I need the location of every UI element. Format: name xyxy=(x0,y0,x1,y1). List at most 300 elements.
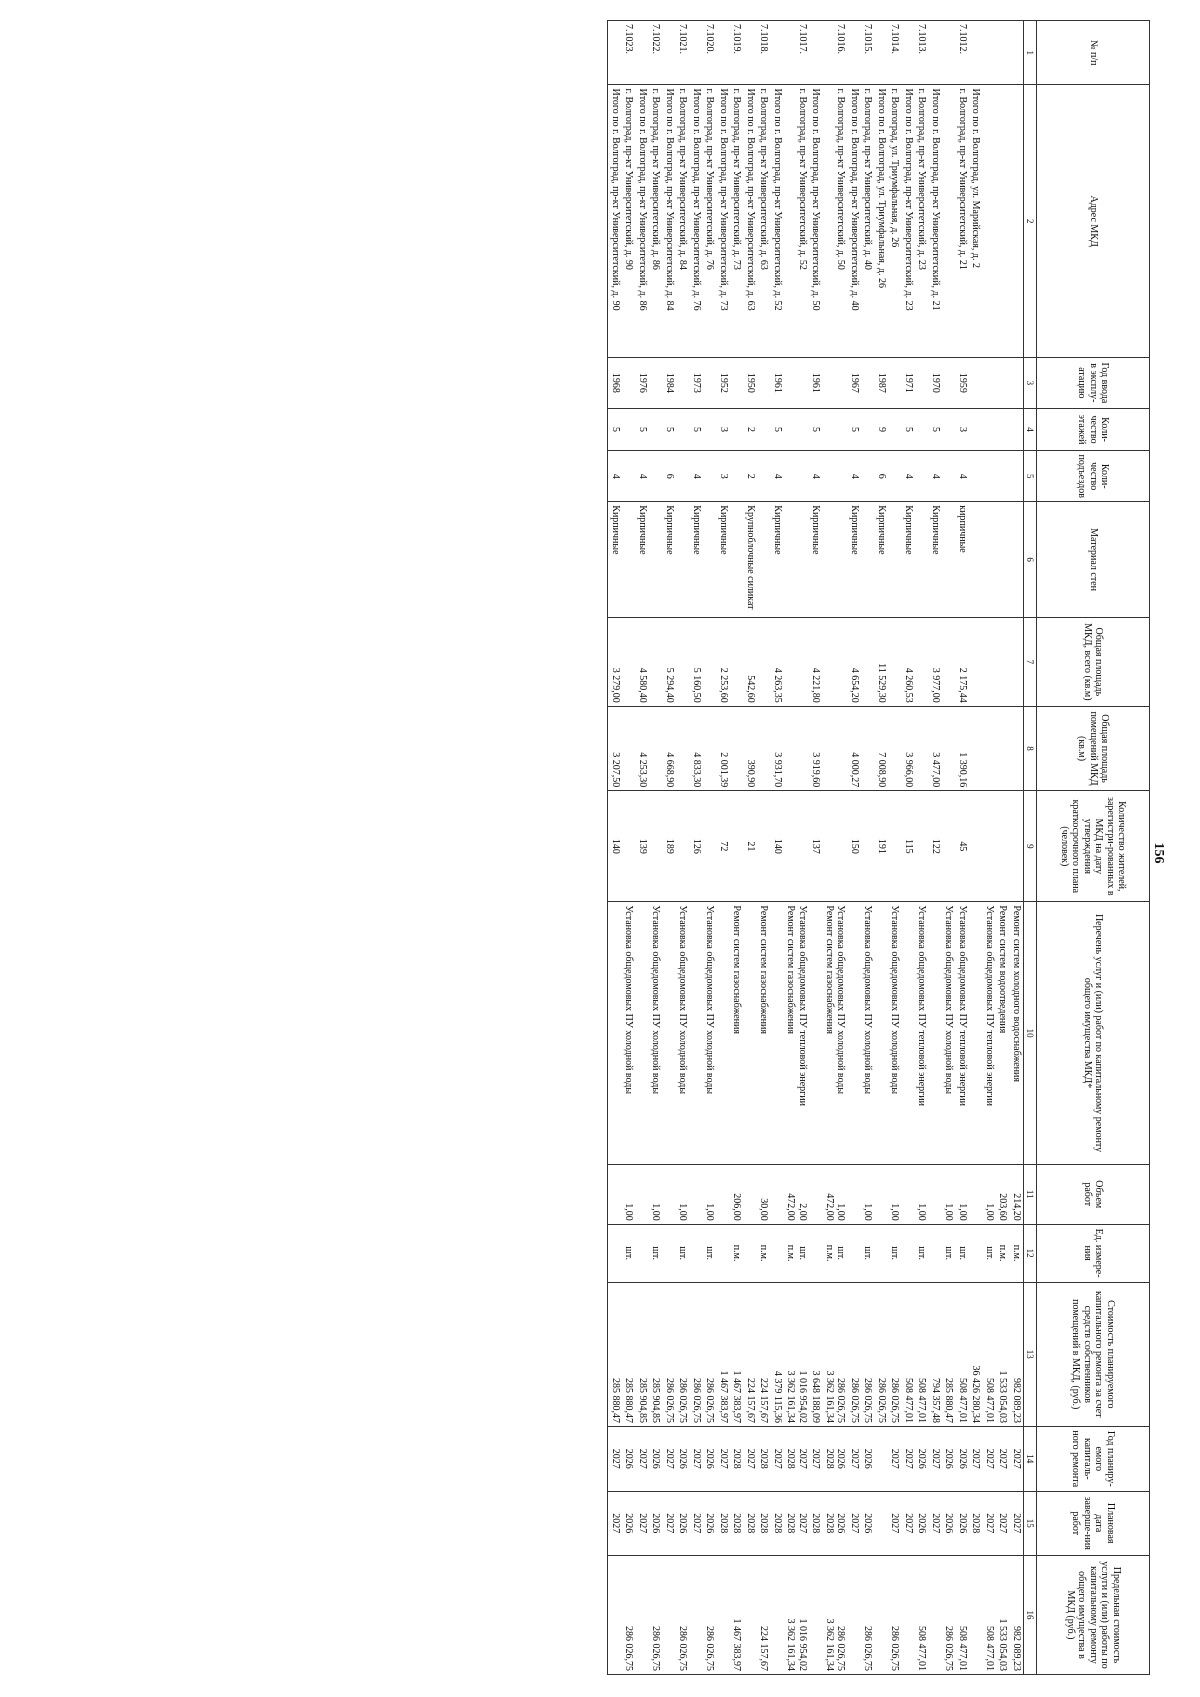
repair-year-cell xyxy=(703,1427,717,1491)
limit-cost-cell xyxy=(771,1555,785,1674)
works-cell xyxy=(771,902,785,1164)
year-built-cell: 1961 xyxy=(771,357,785,408)
premises-area-cell: 4 833,30 xyxy=(690,706,704,790)
address-cell xyxy=(730,85,744,357)
limit-cost-cell-line: 286 026,75 xyxy=(650,1626,662,1671)
year-built-cell xyxy=(649,357,663,408)
residents-cell xyxy=(861,791,875,902)
col-header: Количество жителей, зарегистри-рованных в МКД на дату утверждения краткосрочного плана (человек) xyxy=(1037,791,1150,902)
volume-cell-line xyxy=(664,1168,675,1221)
end-date-cell-line: 2028 xyxy=(745,1513,756,1534)
table-row xyxy=(730,21,744,1675)
works-cell xyxy=(823,902,848,1164)
volume-cell-line: 1,00 xyxy=(916,1203,928,1221)
volume-cell-line xyxy=(745,1168,756,1221)
unit-cell xyxy=(861,1224,875,1282)
entrances-cell xyxy=(622,451,636,502)
volume-cell-line xyxy=(610,1168,621,1221)
address-cell-line: Итого по г. Волгоград, пр-кт Университетский, д. 52 xyxy=(772,88,783,311)
works-cell xyxy=(848,902,862,1164)
total-area-cell xyxy=(757,617,771,706)
table-row xyxy=(942,21,956,1675)
column-number-row xyxy=(1024,21,1037,1675)
unit-cell xyxy=(902,1224,916,1282)
floors-cell: 2 xyxy=(744,408,758,450)
works-cell xyxy=(929,902,943,1164)
address-cell-line: г. Волгоград, пр-кт Университетский, д. 50 xyxy=(835,88,847,270)
end-date-cell-line: 2026 xyxy=(862,1513,874,1534)
unit-cell xyxy=(622,1224,636,1282)
entrances-cell: 4 xyxy=(809,451,823,502)
unit-cell-line xyxy=(930,1228,941,1279)
premises-area-cell: 4 253,30 xyxy=(636,706,650,790)
end-date-cell xyxy=(784,1491,809,1555)
col-header: Адрес МКД xyxy=(1037,85,1150,357)
end-date-cell xyxy=(956,1491,970,1555)
total-area-cell: 2 175,44 xyxy=(956,617,970,706)
end-date-cell xyxy=(771,1491,785,1555)
wall-material-cell xyxy=(676,502,690,618)
repair-year-cell xyxy=(730,1427,744,1491)
address-cell xyxy=(744,85,758,357)
works-cell xyxy=(608,902,622,1164)
year-built-cell: 1971 xyxy=(902,357,916,408)
end-date-cell xyxy=(636,1491,650,1555)
table-row xyxy=(744,21,758,1675)
year-built-cell: 1967 xyxy=(848,357,862,408)
limit-cost-cell-line: 286 026,75 xyxy=(677,1626,689,1671)
address-cell xyxy=(1010,85,1024,357)
repair-year-cell-line: 2026 xyxy=(862,1448,874,1469)
total-area-cell: 4 221,80 xyxy=(809,617,823,706)
wall-material-cell xyxy=(823,502,848,618)
col-header: Коли-чество подъездов xyxy=(1037,451,1150,502)
repair-year-cell-line: 2028 xyxy=(758,1448,770,1469)
volume-cell-line xyxy=(637,1168,648,1221)
end-date-cell xyxy=(875,1491,889,1555)
premises-area-cell xyxy=(757,706,771,790)
residents-cell xyxy=(757,791,771,902)
works-cell xyxy=(649,902,663,1164)
address-cell xyxy=(771,85,785,357)
floors-cell: 5 xyxy=(663,408,677,450)
entrances-cell xyxy=(861,451,875,502)
address-cell-line: г. Волгоград, пр-кт Университетский, д. 76 xyxy=(704,88,716,270)
cost-cell-line: 286 026,75 xyxy=(849,1378,860,1424)
repair-year-cell xyxy=(636,1427,650,1491)
residents-cell xyxy=(622,791,636,902)
premises-area-cell: 3 966,00 xyxy=(902,706,916,790)
repair-year-cell-line: 2026 xyxy=(957,1448,968,1469)
end-date-cell xyxy=(861,1491,875,1555)
unit-cell xyxy=(915,1224,929,1282)
col-number: 7 xyxy=(1024,617,1037,706)
wall-material-cell xyxy=(784,502,809,618)
repair-year-cell-line: 2027 xyxy=(903,1448,914,1469)
limit-cost-cell xyxy=(823,1555,848,1674)
unit-cell xyxy=(888,1224,902,1282)
limit-cost-cell-line: 1 467 383,97 xyxy=(731,1618,743,1671)
cost-cell xyxy=(996,1282,1010,1427)
col-number: 4 xyxy=(1024,408,1037,450)
repair-year-cell xyxy=(956,1427,970,1491)
end-date-cell-line: 2027 xyxy=(997,1513,1009,1534)
table-row xyxy=(1010,21,1024,1675)
end-date-cell-line: 2027 xyxy=(610,1513,621,1534)
works-cell-line: Установка общедомовых ПУ холодной воды xyxy=(835,905,847,1095)
repair-year-cell-line: 2026 xyxy=(704,1448,716,1469)
volume-cell-line: 1,00 xyxy=(677,1203,689,1221)
unit-cell-line: шт. xyxy=(862,1246,874,1261)
row-number: 7.1022. xyxy=(649,21,663,85)
volume-cell xyxy=(717,1164,731,1224)
volume-cell xyxy=(956,1164,970,1224)
limit-cost-cell-line: 1 533 054,03 xyxy=(997,1618,1009,1671)
repair-year-cell xyxy=(902,1427,916,1491)
end-date-cell xyxy=(915,1491,929,1555)
limit-cost-cell-line: 286 026,75 xyxy=(835,1626,847,1671)
limit-cost-cell-line: 1 016 954,02 xyxy=(797,1618,808,1671)
cost-cell xyxy=(690,1282,704,1427)
works-cell-line: Ремонт систем водоотведения xyxy=(997,905,1009,1034)
address-cell xyxy=(690,85,704,357)
year-built-cell xyxy=(823,357,848,408)
repair-year-cell xyxy=(744,1427,758,1491)
repair-year-cell xyxy=(676,1427,690,1491)
limit-cost-cell xyxy=(809,1555,823,1674)
volume-cell-line xyxy=(903,1168,914,1221)
end-date-cell xyxy=(1010,1491,1024,1555)
address-cell-line: Итого по г. Волгоград, пр-кт Университетский, д. 50 xyxy=(810,88,822,311)
unit-cell xyxy=(942,1224,956,1282)
address-cell-line: г. Волгоград, пр-кт Университетский, д. 23 xyxy=(916,88,928,270)
end-date-cell-line: 2028 xyxy=(772,1513,783,1534)
volume-cell xyxy=(784,1164,809,1224)
works-cell-line: Установка общедомовых ПУ тепловой энергии xyxy=(984,905,995,1106)
year-built-cell: 1950 xyxy=(744,357,758,408)
volume-cell-line: 1,00 xyxy=(650,1203,662,1221)
limit-cost-cell xyxy=(942,1555,956,1674)
cost-cell xyxy=(703,1282,717,1427)
col-number: 10 xyxy=(1024,902,1037,1164)
table-row xyxy=(784,21,809,1675)
repair-year-cell xyxy=(888,1427,902,1491)
col-header: Ед. измере-ния xyxy=(1037,1224,1150,1282)
address-cell xyxy=(915,85,929,357)
table-row xyxy=(771,21,785,1675)
address-cell xyxy=(663,85,677,357)
unit-cell-line: шт. xyxy=(889,1246,901,1261)
repair-year-cell-line: 2028 xyxy=(731,1448,743,1469)
wall-material-cell xyxy=(1010,502,1024,618)
row-number xyxy=(744,21,758,85)
works-cell-line xyxy=(691,905,702,1160)
repair-year-cell-line: 2027 xyxy=(718,1448,729,1469)
residents-cell: 150 xyxy=(848,791,862,902)
cost-cell xyxy=(608,1282,622,1427)
works-cell-line: Установка общедомовых ПУ холодной воды xyxy=(650,905,662,1095)
wall-material-cell xyxy=(703,502,717,618)
residents-cell: 21 xyxy=(744,791,758,902)
cost-cell-line: 794 357,48 xyxy=(930,1378,941,1424)
repair-year-cell xyxy=(861,1427,875,1491)
limit-cost-cell xyxy=(915,1555,929,1674)
unit-cell xyxy=(983,1224,997,1282)
unit-cell-line: п.м. xyxy=(997,1244,1009,1262)
entrances-cell xyxy=(996,451,1010,502)
limit-cost-cell xyxy=(703,1555,717,1674)
unit-cell xyxy=(848,1224,862,1282)
works-cell xyxy=(784,902,809,1164)
address-cell-line: г. Волгоград, пр-кт Университетский, д. 21 xyxy=(957,88,968,270)
volume-cell-line xyxy=(718,1168,729,1221)
limit-cost-cell xyxy=(956,1555,970,1674)
total-area-cell: 4 580,40 xyxy=(636,617,650,706)
end-date-cell-line: 2027 xyxy=(984,1513,995,1534)
wall-material-cell xyxy=(969,502,983,618)
end-date-cell xyxy=(744,1491,758,1555)
entrances-cell: 4 xyxy=(956,451,970,502)
wall-material-cell xyxy=(915,502,929,618)
total-area-cell xyxy=(942,617,956,706)
cost-cell-line: 224 157,67 xyxy=(758,1378,770,1424)
cost-cell xyxy=(717,1282,731,1427)
row-number: 7.1019. xyxy=(730,21,744,85)
cost-cell-line: 286 026,75 xyxy=(677,1378,689,1424)
cost-cell-line: 286 026,75 xyxy=(835,1378,847,1424)
col-number: 14 xyxy=(1024,1427,1037,1491)
year-built-cell xyxy=(730,357,744,408)
volume-cell xyxy=(983,1164,997,1224)
floors-cell: 5 xyxy=(929,408,943,450)
volume-cell xyxy=(690,1164,704,1224)
volume-cell xyxy=(636,1164,650,1224)
residents-cell: 140 xyxy=(608,791,622,902)
cost-cell xyxy=(848,1282,862,1427)
works-cell-line: Ремонт систем газоснабжения xyxy=(731,905,743,1034)
address-cell xyxy=(888,85,902,357)
row-number xyxy=(1010,21,1024,85)
end-date-cell-line: 2027 xyxy=(664,1513,675,1534)
volume-cell xyxy=(929,1164,943,1224)
table-row xyxy=(649,21,663,1675)
end-date-cell-line: 2026 xyxy=(943,1513,955,1534)
limit-cost-cell-line xyxy=(971,1559,982,1671)
total-area-cell xyxy=(649,617,663,706)
works-cell-line: Установка общедомовых ПУ холодной воды xyxy=(943,905,955,1095)
wall-material-cell: Кирпичные xyxy=(690,502,704,618)
end-date-cell-line: 2027 xyxy=(849,1513,860,1534)
year-built-cell: 1970 xyxy=(929,357,943,408)
col-number: 2 xyxy=(1024,85,1037,357)
works-cell-line xyxy=(903,905,914,1160)
premises-area-cell: 3 919,60 xyxy=(809,706,823,790)
row-number: 7.1012. xyxy=(956,21,970,85)
unit-cell xyxy=(875,1224,889,1282)
premises-area-cell: 390,90 xyxy=(744,706,758,790)
entrances-cell xyxy=(1010,451,1024,502)
table-row xyxy=(757,21,771,1675)
volume-cell xyxy=(848,1164,862,1224)
year-built-cell xyxy=(983,357,997,408)
repair-year-cell xyxy=(809,1427,823,1491)
col-header: Стоимость планируемого капитального ремонта за счет средств собственников помещений в МКД, (руб.) xyxy=(1037,1282,1150,1427)
cost-cell xyxy=(983,1282,997,1427)
volume-cell xyxy=(608,1164,622,1224)
limit-cost-cell xyxy=(744,1555,758,1674)
repair-year-cell-line: 2026 xyxy=(943,1448,955,1469)
floors-cell xyxy=(757,408,771,450)
floors-cell: 9 xyxy=(875,408,889,450)
unit-cell xyxy=(703,1224,717,1282)
end-date-cell-line: 2028 xyxy=(718,1513,729,1534)
repair-year-cell-line: 2026 xyxy=(677,1448,689,1469)
end-date-cell-line: 2027 xyxy=(637,1513,648,1534)
table-row xyxy=(608,21,622,1675)
volume-cell-line: 30,00 xyxy=(758,1198,770,1221)
residents-cell: 137 xyxy=(809,791,823,902)
residents-cell: 126 xyxy=(690,791,704,902)
address-cell-line: Итого по г. Волгоград, пр-кт Университетский, д. 86 xyxy=(637,88,648,311)
floors-cell xyxy=(915,408,929,450)
works-cell xyxy=(942,902,956,1164)
works-cell-line xyxy=(849,905,860,1160)
end-date-cell xyxy=(809,1491,823,1555)
cost-cell xyxy=(730,1282,744,1427)
works-cell-line xyxy=(971,905,982,1160)
end-date-cell-line: 2027 xyxy=(691,1513,702,1534)
repair-year-cell xyxy=(771,1427,785,1491)
row-number xyxy=(983,21,997,85)
volume-cell xyxy=(888,1164,902,1224)
year-built-cell: 1961 xyxy=(809,357,823,408)
premises-area-cell xyxy=(784,706,809,790)
year-built-cell: 1952 xyxy=(717,357,731,408)
unit-cell xyxy=(744,1224,758,1282)
limit-cost-cell-line xyxy=(930,1559,941,1671)
volume-cell xyxy=(757,1164,771,1224)
floors-cell xyxy=(823,408,848,450)
wall-material-cell xyxy=(757,502,771,618)
entrances-cell: 4 xyxy=(636,451,650,502)
premises-area-cell: 3 477,00 xyxy=(929,706,943,790)
residents-cell xyxy=(996,791,1010,902)
address-cell-line: г. Волгоград, пр-кт Университетский, д. 84 xyxy=(677,88,689,270)
end-date-cell xyxy=(983,1491,997,1555)
volume-cell xyxy=(996,1164,1010,1224)
unit-cell xyxy=(1010,1224,1024,1282)
limit-cost-cell-line: 508 477,01 xyxy=(916,1626,928,1671)
unit-cell-line: шт. xyxy=(984,1246,995,1261)
works-cell-line: Установка общедомовых ПУ тепловой энергии xyxy=(916,905,928,1106)
end-date-cell xyxy=(996,1491,1010,1555)
unit-cell-line: шт. xyxy=(943,1246,955,1261)
row-number xyxy=(771,21,785,85)
residents-cell xyxy=(983,791,997,902)
unit-cell-line xyxy=(664,1228,675,1279)
cost-cell-line: 508 477,01 xyxy=(984,1378,995,1424)
end-date-cell-line: 2026 xyxy=(677,1513,689,1534)
works-cell-line: Ремонт систем холодного водоснабжения xyxy=(1011,905,1022,1082)
unit-cell-line: шт. xyxy=(797,1246,808,1261)
row-number: 7.1017. xyxy=(784,21,809,85)
limit-cost-cell-line xyxy=(903,1559,914,1671)
end-date-cell xyxy=(757,1491,771,1555)
row-number xyxy=(717,21,731,85)
address-cell xyxy=(969,85,983,357)
address-cell xyxy=(942,85,956,357)
floors-cell: 5 xyxy=(690,408,704,450)
cost-cell xyxy=(757,1282,771,1427)
total-area-cell xyxy=(996,617,1010,706)
end-date-cell-line: 2026 xyxy=(916,1513,928,1534)
wall-material-cell: Кирпичные xyxy=(608,502,622,618)
limit-cost-cell-line xyxy=(691,1559,702,1671)
year-built-cell xyxy=(942,357,956,408)
unit-cell-line: п.м. xyxy=(824,1244,835,1262)
volume-cell-line: 1,00 xyxy=(704,1203,716,1221)
unit-cell-line xyxy=(691,1228,702,1279)
cost-cell xyxy=(622,1282,636,1427)
col-number: 1 xyxy=(1024,21,1037,85)
premises-area-cell xyxy=(1010,706,1024,790)
works-cell-line xyxy=(745,905,756,1160)
works-cell-line: Установка общедомовых ПУ тепловой энергии xyxy=(957,905,968,1106)
repair-year-cell-line: 2027 xyxy=(849,1448,860,1469)
col-number: 13 xyxy=(1024,1282,1037,1427)
total-area-cell: 2 253,60 xyxy=(717,617,731,706)
works-cell xyxy=(809,902,823,1164)
col-number: 9 xyxy=(1024,791,1037,902)
col-header: Общая площадь помещений МКД (кв.м) xyxy=(1037,706,1150,790)
wall-material-cell: Кирпичные xyxy=(636,502,650,618)
volume-cell-line xyxy=(930,1168,941,1221)
unit-cell xyxy=(823,1224,848,1282)
year-built-cell xyxy=(861,357,875,408)
year-built-cell xyxy=(996,357,1010,408)
works-cell xyxy=(730,902,744,1164)
volume-cell-line: 1,00 xyxy=(957,1203,968,1221)
premises-area-cell xyxy=(983,706,997,790)
end-date-cell-line: 2028 xyxy=(731,1513,743,1534)
residents-cell xyxy=(730,791,744,902)
col-number: 3 xyxy=(1024,357,1037,408)
limit-cost-cell-line xyxy=(745,1559,756,1671)
wall-material-cell: Кирпичные xyxy=(875,502,889,618)
entrances-cell xyxy=(969,451,983,502)
year-built-cell: 1968 xyxy=(608,357,622,408)
year-built-cell: 1976 xyxy=(636,357,650,408)
wall-material-cell: Кирпичные xyxy=(663,502,677,618)
unit-cell xyxy=(649,1224,663,1282)
end-date-cell xyxy=(717,1491,731,1555)
unit-cell-line: шт. xyxy=(916,1246,928,1261)
residents-cell: 122 xyxy=(929,791,943,902)
total-area-cell xyxy=(1010,617,1024,706)
repair-year-cell-line: 2027 xyxy=(772,1448,783,1469)
cost-cell xyxy=(888,1282,902,1427)
limit-cost-cell-line: 224 157,67 xyxy=(758,1626,770,1671)
repair-year-cell xyxy=(969,1427,983,1491)
cost-cell-line: 1 016 954,02 xyxy=(797,1370,808,1424)
repair-year-cell-line xyxy=(876,1430,887,1487)
limit-cost-cell xyxy=(969,1555,983,1674)
cost-cell xyxy=(929,1282,943,1427)
limit-cost-cell-line xyxy=(664,1559,675,1671)
entrances-cell xyxy=(730,451,744,502)
end-date-cell xyxy=(676,1491,690,1555)
unit-cell-line: шт. xyxy=(704,1246,716,1261)
